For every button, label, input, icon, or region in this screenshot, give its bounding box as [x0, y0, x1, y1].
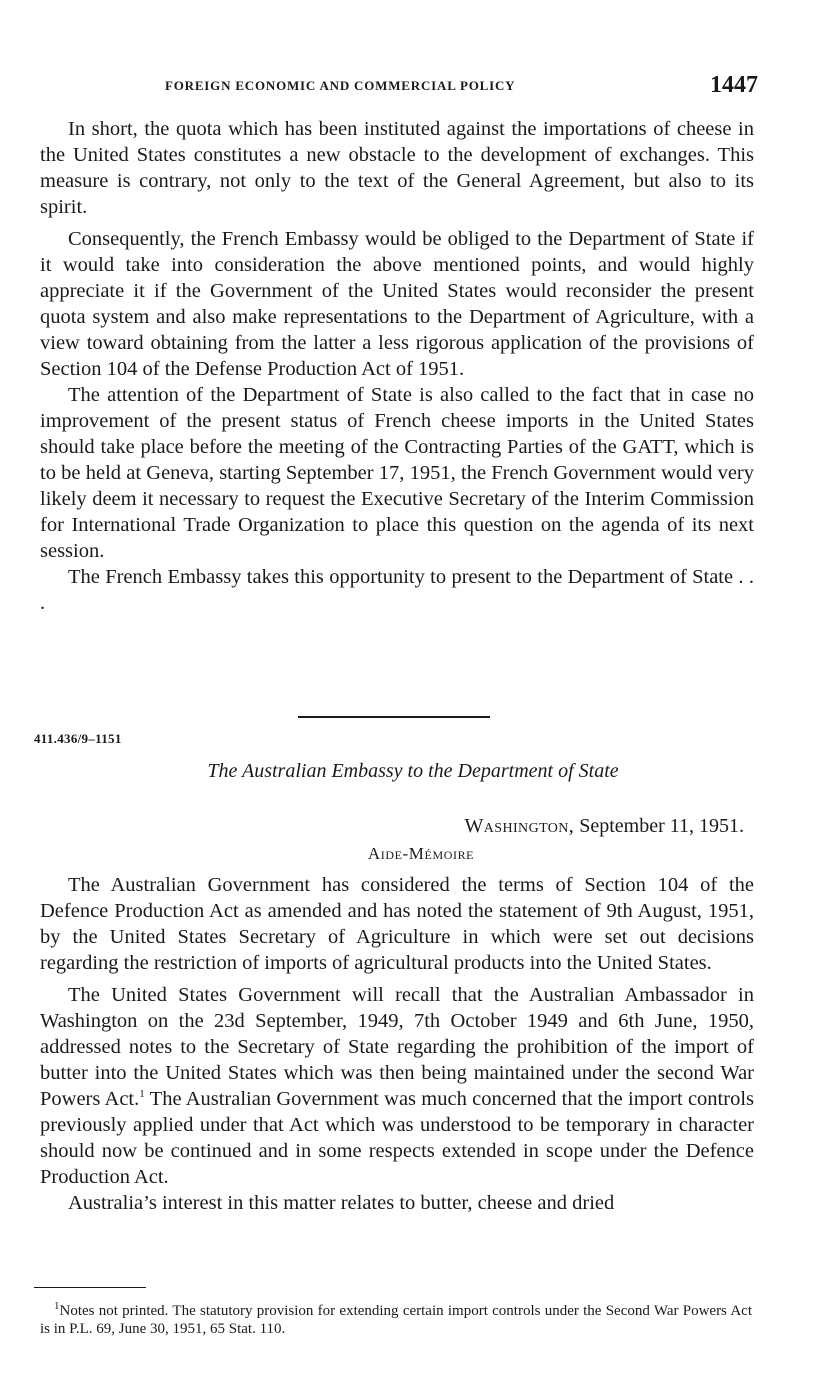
- paragraph: The attention of the Department of State is also called to the fact that in case no improvement of the present status of French cheese imports in the United States should take place before the meeting of the Contracting Parties of the GATT, which is to be held at Geneva, starting September 17, 1951, the French Government would very likely deem it necessary to request the Executive Secretary of the Interim Commission for International Trade Organization to place this question on the agenda of its next session.: [40, 384, 754, 562]
- footnote-reference[interactable]: 1: [139, 1088, 145, 1101]
- paragraph-text: The Australian Government was much concerned that the import controls previously applied under that Act which was understood to be temporary in character should now be continued and in some respects extended in scope under the Defence Production Act.: [40, 1088, 755, 1188]
- paragraph: In short, the quota which has been instituted against the importations of cheese in the United States constitutes a new obstacle to the development of exchanges. This measure is contrary, not only to the text of the General Agreement, but also to its spirit.: [40, 118, 754, 218]
- paragraph: Australia’s interest in this matter relates to butter, cheese and dried: [68, 1192, 615, 1214]
- dateline-place: Washington,: [464, 815, 575, 837]
- paragraph: The French Embassy takes this opportunity to present to the Department of State . . .: [40, 566, 754, 614]
- dateline-date: September 11, 1951.: [579, 815, 744, 837]
- section-divider: [298, 716, 490, 718]
- dateline: [465, 815, 744, 838]
- paragraph: [40, 982, 754, 1190]
- footnote: [40, 1302, 752, 1338]
- paragraph: Consequently, the French Embassy would be obliged to the Department of State if it would take into consideration the above mentioned points, and would highly appreciate it if the Government of the United States would reconsider the present quota system and also make representations to the Department of Agriculture, with a view toward obtaining from the latter a less rigorous application of the provisions of Section 104 of the Defense Production Act of 1951.: [40, 228, 754, 380]
- footnote-divider: [34, 1287, 146, 1288]
- footnote-marker: 1: [54, 1300, 60, 1312]
- running-head: FOREIGN ECONOMIC AND COMMERCIAL POLICY: [165, 78, 516, 93]
- document-heading: The Australian Embassy to the Department of State: [207, 760, 619, 782]
- file-number: 411.436/9–1151: [34, 731, 122, 746]
- paragraph-text: The United States Government will recall that the Australian Ambassador in Washington on the 23d September, 1949, 7th October 1949 and 6th June, 1950, addressed notes to the Secretary of State regarding the prohibition of the import of butter into the United States which was then being maintained under the second War Powers Act.: [40, 984, 754, 1110]
- french-note-body: [40, 116, 754, 616]
- footnote-text: Notes not printed. The statutory provision for extending certain import controls under the Second War Powers Act is in P.L. 69, June 30, 1951, 65 Stat. 110.: [40, 1303, 752, 1337]
- australian-note-body: [40, 872, 754, 1216]
- paragraph: The Australian Government has considered the terms of Section 104 of the Defence Production Act as amended and has noted the statement of 9th August, 1951, by the United States Secretary of Agriculture in which were set out decisions regarding the restriction of imports of agricultural products into the United States.: [40, 874, 754, 974]
- aide-memoire-title: Aide-Mémoire: [367, 844, 475, 863]
- page-number: 1447: [710, 72, 758, 98]
